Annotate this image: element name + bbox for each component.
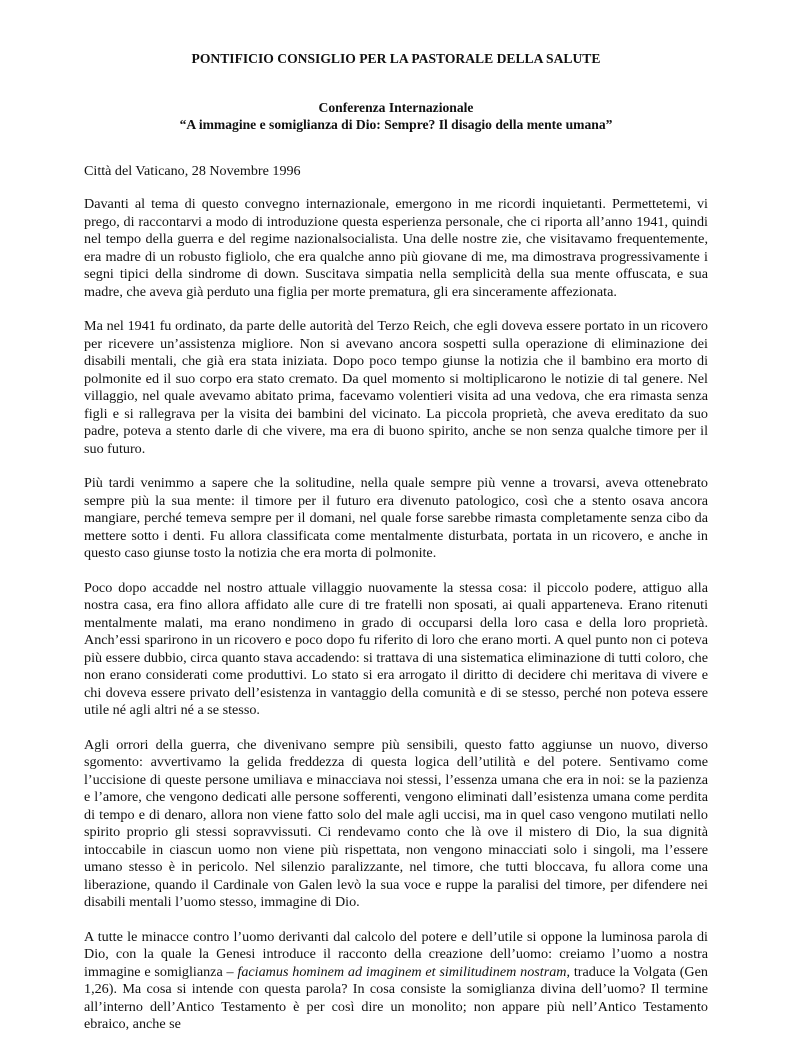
- organization-title: PONTIFICIO CONSIGLIO PER LA PASTORALE DELLA SALUTE: [191, 51, 601, 66]
- paragraph-6-text-end: , traduce la Volgata (Gen 1,26). Ma cosa si intende con questa parola? In cosa consiste la somiglianza divina dell’uomo? Il termine all’interno dell’Antico Testamento è per così dire un monolito; non appare più nell’Antico Testamento ebraico, anche se: [84, 963, 708, 1032]
- document-page: [84, 50, 708, 1051]
- conference-subtitle: “A immagine e somiglianza di Dio: Sempre? Il disagio della mente umana”: [179, 117, 613, 132]
- paragraph-5: Agli orrori della guerra, che divenivano sempre più sensibili, questo fatto aggiunse un nuovo, diverso sgomento: avvertivamo la gelida freddezza di questa logica dell’utilità e del potere. Sentivamo come l’uccisione di queste persone umiliava e minacciava noi stessi, l’essenza umana che era in noi: se la pazienza e l’amore, che vengono dedicati alle persone sofferenti, vengono eliminati dall’esistenza umana come perdita di tempo e di denaro, allora non viene fatto solo del male agli uccisi, ma in quel caso vengono mutilati nello spirito proprio gli stessi sopravvissuti. Ci rendevamo conto che là ove il mistero di Dio, la sua dignità intoccabile in ciascun uomo non viene più rispettata, non vengono minacciati solo i singoli, ma l’essere umano stesso è in pericolo. Nel silenzio paralizzante, nel timore, che tutti bloccava, fu allora come una liberazione, quando il Cardinale von Galen levò la sua voce e ruppe la paralisi del timore, per difendere nei disabili mentali l’uomo stesso, immagine di Dio.: [84, 736, 708, 910]
- paragraph-2: Ma nel 1941 fu ordinato, da parte delle autorità del Terzo Reich, che egli doveva essere portato in un ricovero per ricevere un’assistenza migliore. Non si avevano ancora sospetti sulla operazione di eliminazione dei disabili mentali, che già era stata iniziata. Dopo poco tempo giunse la notizia che il bambino era morto di polmonite ed il suo corpo era stato cremato. Da quel momento si moltiplicarono le notizie di tal genere. Nel villaggio, nel quale avevamo abitato prima, facevamo volentieri visita ad una vedova, che era rimasta senza figli e si rallegrava per la visita dei bambini del vicinato. La piccola proprietà, che aveva ereditato da suo padre, poteva a stento darle di che vivere, ma era di buono spirito, anche se non senza qualche timore per il suo futuro.: [84, 318, 708, 457]
- paragraph-1: Davanti al tema di questo convegno internazionale, emergono in me ricordi inquietanti. Permettetemi, vi prego, di raccontarvi a modo di introduzione questa esperienza personale, che ci riporta all’anno 1941, quindi nel tempo della guerra e del regime nazionalsocialista. Una delle nostre zie, che visitavamo frequentemente, era madre di un robusto figliolo, che era qualche anno più giovane di me, ma dimostrava progressivamente i segni tipici della sindrome di down. Suscitava simpatia nella semplicità della sua mente offuscata, e sua madre, che aveva già perduto una figlia per morte prematura, gli era sinceramente affezionata.: [84, 196, 708, 300]
- paragraph-4: Poco dopo accadde nel nostro attuale villaggio nuovamente la stessa cosa: il piccolo podere, attiguo alla nostra casa, era fino allora affidato alle cure di tre fratelli non sposati, ai quali apparteneva. Erano ritenuti mentalmente malati, ma erano nondimeno in grado di occuparsi della loro casa e della loro proprietà. Anch’essi sparirono in un ricovero e poco dopo fu riferito di loro che erano morti. A quel punto non ci poteva più essere dubbio, circa quanto stava accadendo: si trattava di una sistematica eliminazione di tutti coloro, che non erano considerati come produttivi. Lo stato si era arrogato il diritto di decidere chi meritava di vivere e chi doveva essere privato dell’esistenza in vantaggio della comunità e di se stesso, perché non poteva essere utile né agli altri né a se stesso.: [84, 579, 708, 718]
- paragraph-6-text-start: A tutte le minacce contro l’uomo derivanti dal calcolo del potere e dell’utile si oppone la luminosa parola di Dio, con la quale la Genesi introduce il racconto della creazione dell’uomo: creiamo l’uomo a nostra immagine e somiglianza –: [84, 928, 708, 980]
- latin-quote: faciamus hominem ad imaginem et similitudinem nostram: [237, 963, 567, 980]
- document-header: [84, 50, 708, 133]
- paragraph-6: [84, 929, 708, 1034]
- paragraph-3: Più tardi venimmo a sapere che la solitudine, nella quale sempre più venne a trovarsi, aveva ottenebrato sempre più la sua mente: il timore per il futuro era divenuto patologico, così che a stento osava ancora mangiare, perché temeva sempre per il domani, nel quale forse sarebbe rimasta completamente senza cibo da mettere sotto i denti. Fu allora classificata come mentalmente disturbata, portata in un ricovero, e anche in questo caso giunse tosto la notizia che era morta di polmonite.: [84, 475, 708, 561]
- conference-title: Conferenza Internazionale: [318, 100, 474, 115]
- date-line: Città del Vaticano, 28 Novembre 1996: [84, 163, 301, 179]
